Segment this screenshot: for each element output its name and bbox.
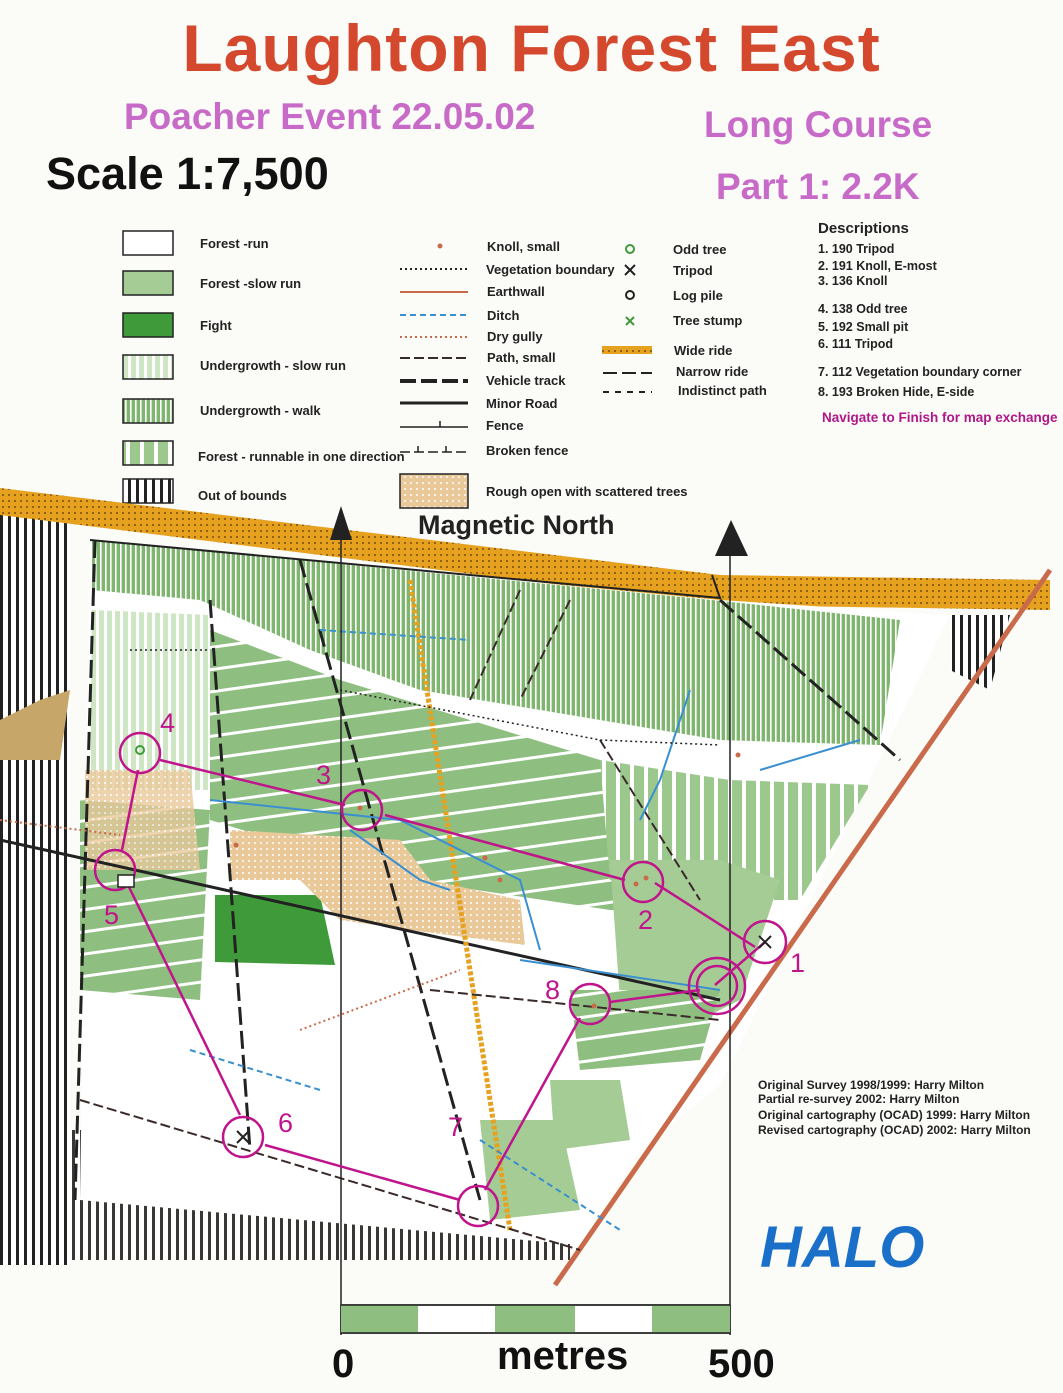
description-1: 1. 190 Tripod bbox=[818, 242, 895, 256]
legend-out-of-bounds: Out of bounds bbox=[198, 488, 287, 503]
map-scale: Scale 1:7,500 bbox=[46, 148, 329, 199]
control-number-2: 2 bbox=[638, 905, 654, 935]
control-number-6: 6 bbox=[278, 1108, 294, 1138]
description-6: 6. 111 Tripod bbox=[818, 337, 894, 351]
legend-undergrowth-walk: Undergrowth - walk bbox=[200, 403, 321, 418]
map-title: Laughton Forest East bbox=[182, 11, 881, 85]
legend-area-swatches bbox=[123, 231, 173, 503]
legend-dry-gully: Dry gully bbox=[487, 329, 543, 344]
legend-vehicle-track: Vehicle track bbox=[486, 373, 566, 388]
description-2: 2. 191 Knoll, E-most bbox=[818, 259, 937, 273]
credit-partial-resurvey: Partial re-survey 2002: Harry Milton bbox=[758, 1092, 960, 1106]
description-8: 8. 193 Broken Hide, E-side bbox=[818, 385, 975, 399]
legend-knoll-small: Knoll, small bbox=[487, 239, 560, 254]
scale-bar-unit: metres bbox=[497, 1334, 629, 1378]
legend-tripod: Tripod bbox=[673, 263, 713, 278]
credit-original-survey: Original Survey 1998/1999: Harry Milton bbox=[758, 1078, 985, 1092]
control-number-5: 5 bbox=[104, 900, 120, 930]
event-name: Poacher Event 22.05.02 bbox=[124, 96, 536, 137]
magnetic-north-label: Magnetic North bbox=[418, 510, 615, 540]
control-number-1: 1 bbox=[790, 948, 806, 978]
description-3: 3. 136 Knoll bbox=[818, 274, 888, 288]
legend-indistinct-path: Indistinct path bbox=[678, 383, 767, 398]
description-4: 4. 138 Odd tree bbox=[818, 302, 908, 316]
legend-earthwall: Earthwall bbox=[487, 284, 545, 299]
control-number-3: 3 bbox=[316, 760, 332, 790]
legend-runnable-one-direction: Forest - runnable in one direction bbox=[198, 449, 405, 464]
scale-bar bbox=[341, 1305, 730, 1333]
legend-line-symbols bbox=[400, 244, 468, 509]
course-part: Part 1: 2.2K bbox=[716, 166, 920, 207]
control-number-7: 7 bbox=[448, 1112, 464, 1142]
description-5: 5. 192 Small pit bbox=[818, 320, 909, 334]
legend-fence: Fence bbox=[486, 418, 524, 433]
legend-tree-stump: Tree stump bbox=[673, 313, 743, 328]
control-number-8: 8 bbox=[545, 975, 561, 1005]
legend-forest-slow-run: Forest -slow run bbox=[200, 276, 302, 291]
credit-original-cartography: Original cartography (OCAD) 1999: Harry Milton bbox=[758, 1108, 1031, 1122]
finish-note: Navigate to Finish for map exchange bbox=[822, 410, 1058, 425]
scale-bar-start: 0 bbox=[332, 1342, 355, 1386]
legend-wide-ride: Wide ride bbox=[674, 343, 733, 358]
control-number-4: 4 bbox=[160, 708, 176, 738]
legend-vegetation-boundary: Vegetation boundary bbox=[486, 262, 615, 277]
legend-odd-tree: Odd tree bbox=[673, 242, 727, 257]
legend-fight: Fight bbox=[200, 318, 232, 333]
course-name: Long Course bbox=[704, 104, 933, 145]
legend-ditch: Ditch bbox=[487, 308, 520, 323]
description-7: 7. 112 Vegetation boundary corner bbox=[818, 365, 1022, 379]
legend-rough-open: Rough open with scattered trees bbox=[486, 484, 688, 499]
club-logo-text: HALO bbox=[760, 1215, 925, 1280]
legend-log-pile: Log pile bbox=[673, 288, 723, 303]
legend-undergrowth-slow-run: Undergrowth - slow run bbox=[200, 358, 346, 373]
descriptions-title: Descriptions bbox=[818, 220, 909, 237]
legend-narrow-ride: Narrow ride bbox=[676, 364, 749, 379]
legend-forest-run: Forest -run bbox=[200, 236, 269, 251]
legend-minor-road: Minor Road bbox=[486, 396, 558, 411]
scale-bar-end: 500 bbox=[708, 1342, 775, 1386]
legend-broken-fence: Broken fence bbox=[486, 443, 569, 458]
legend-path-small: Path, small bbox=[487, 350, 556, 365]
credit-revised-cartography: Revised cartography (OCAD) 2002: Harry Milton bbox=[758, 1123, 1031, 1137]
